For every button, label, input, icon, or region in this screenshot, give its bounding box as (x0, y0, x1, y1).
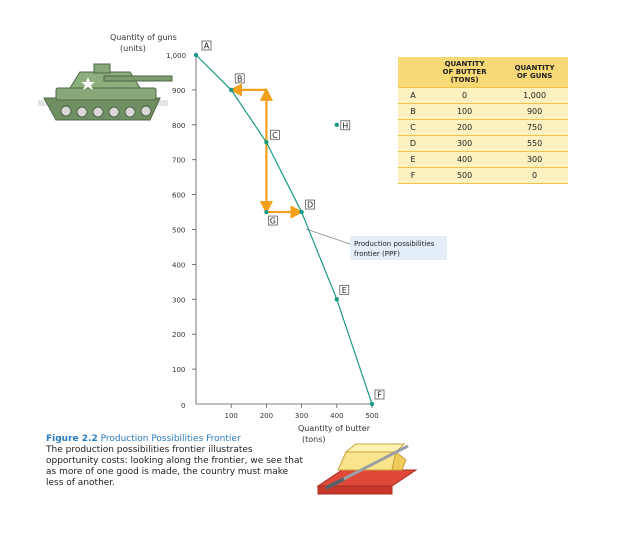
point-label: G (269, 216, 277, 226)
tank-illustration (38, 64, 172, 120)
x-tick-label: 100 (224, 412, 238, 420)
y-top-tick-label: 1,000 (166, 52, 187, 60)
butter-illustration (318, 444, 416, 494)
ppf-point (335, 297, 339, 301)
off-frontier-point (335, 123, 339, 127)
y-axis-title-line2: (units) (120, 44, 146, 53)
y-tick-label: 700 (172, 156, 186, 165)
ppf-point (370, 402, 374, 406)
y-tick-label: 500 (172, 226, 186, 235)
ppf-annotation-line1: Production possibilities (354, 240, 435, 248)
x-tick-label: 500 (365, 412, 379, 420)
ppf-point (194, 53, 198, 57)
table-header-blank (398, 57, 428, 88)
x-axis-title-line1: Quantity of butter (298, 424, 370, 433)
table-row: A 0 1,000 (398, 88, 568, 104)
data-table (398, 57, 568, 184)
y-tick-label: 600 (172, 191, 186, 200)
ppf-point (229, 88, 233, 92)
y-tick-label: 200 (172, 331, 186, 340)
figure-caption (46, 434, 306, 489)
point-label: F (377, 390, 382, 400)
y-tick-label: 900 (172, 86, 186, 95)
point-label: C (272, 130, 278, 140)
x-axis-title-line2: (tons) (302, 435, 326, 444)
table-header-guns: QUANTITY OF GUNS (501, 57, 568, 88)
table-row: F 500 0 (398, 168, 568, 184)
ppf-curve (196, 55, 372, 404)
x-tick-label: 300 (294, 412, 309, 420)
point-label: E (341, 285, 347, 295)
table-row: D 300 550 (398, 136, 568, 152)
table-row: B 100 900 (398, 104, 568, 120)
point-label: A (203, 41, 210, 51)
ppf-point (299, 210, 303, 214)
point-label: H (342, 121, 349, 131)
table-header-butter: QUANTITY OF BUTTER (TONS) (428, 57, 501, 88)
x-tick-label: 400 (330, 412, 344, 420)
origin-label: 0 (181, 402, 186, 410)
y-tick-label: 300 (172, 296, 186, 305)
figure-caption-body: The production possibilities frontier illustrates opportunity costs: looking along the frontier, we see that as more of one good is made, the country must make less of another. (46, 445, 304, 488)
point-label: B (236, 74, 243, 84)
ppf-annotation-line2: frontier (PPF) (354, 250, 400, 258)
off-frontier-point (264, 210, 268, 214)
point-label: D (307, 200, 314, 210)
y-tick-label: 800 (172, 121, 186, 130)
y-tick-label: 100 (172, 366, 186, 375)
y-tick-label: 400 (172, 261, 186, 270)
ppf-annotation-leader (306, 229, 350, 244)
table-row: E 400 300 (398, 152, 568, 168)
figure-caption-title: Figure 2.2 Production Possibilities Frontier (46, 434, 241, 444)
ppf-point (264, 140, 268, 144)
y-axis-title-line1: Quantity of guns (110, 33, 177, 42)
table-row: C 200 750 (398, 120, 568, 136)
x-tick-label: 200 (259, 412, 274, 420)
